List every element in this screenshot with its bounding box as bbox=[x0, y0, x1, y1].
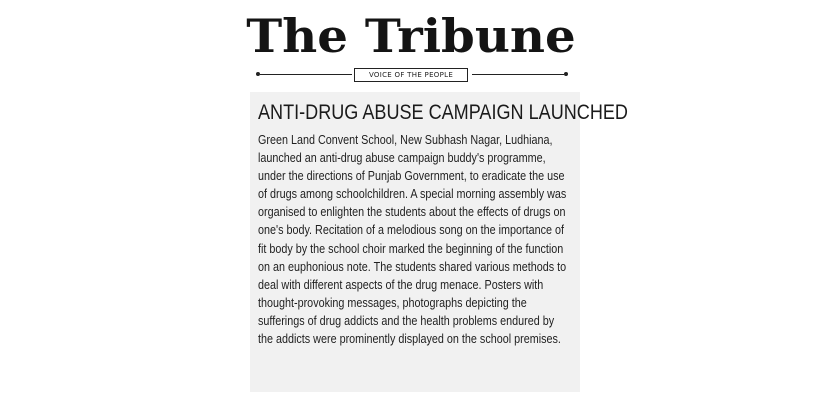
article-line: Green Land Convent School, New Subhash Nagar, Ludhiana, bbox=[258, 132, 553, 147]
article-line: deal with different aspects of the drug menace. Posters with bbox=[258, 276, 544, 292]
rule-line-right bbox=[472, 74, 564, 75]
article-line: organised to enlighten the students about the effects of drugs on bbox=[258, 204, 566, 220]
rule-line-left bbox=[260, 74, 352, 75]
article-line: launched an anti-drug abuse campaign buddy's programme, bbox=[258, 150, 546, 166]
rule-dot-right bbox=[564, 72, 568, 76]
article-line: under the directions of Punjab Government, to eradicate the use bbox=[258, 168, 565, 184]
article-line: one's body. Recitation of a melodious song on the importance of bbox=[258, 222, 564, 238]
article-line: fit body by the school choir marked the beginning of the function bbox=[258, 240, 564, 256]
article-body bbox=[258, 131, 567, 348]
article-headline: ANTI-DRUG ABUSE CAMPAIGN LAUNCHED bbox=[258, 101, 628, 124]
news-clipping bbox=[250, 92, 628, 392]
tagline: VOICE OF THE PEOPLE bbox=[354, 68, 468, 82]
article-line: thought-provoking messages, photographs depicting the bbox=[258, 294, 527, 310]
article-line: on an euphonious note. The students shared various methods to bbox=[258, 258, 567, 274]
article-line: the addicts were prominently displayed on the school premises. bbox=[258, 331, 561, 347]
tagline-row bbox=[256, 68, 568, 82]
article-line: of drugs among schoolchildren. A special morning assembly was bbox=[258, 186, 567, 202]
newspaper-logo: The Tribune bbox=[246, 9, 576, 63]
masthead bbox=[246, 6, 576, 86]
article-line: sufferings of drug addicts and the health problems endured by bbox=[258, 312, 555, 328]
